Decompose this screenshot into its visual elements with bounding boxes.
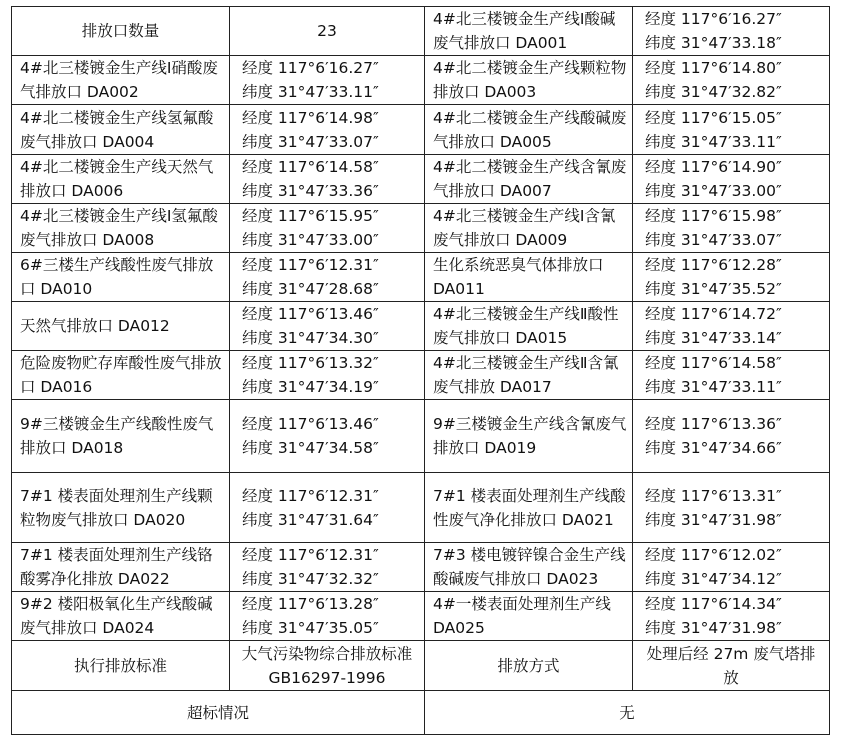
- outlet-row: [12, 155, 830, 204]
- outlet-latitude: 纬度 31°47′34.66″: [645, 439, 782, 457]
- outlet-coords: [633, 302, 830, 351]
- outlet-longitude: 经度 117°6′13.28″: [242, 595, 379, 613]
- outlet-count-label: 排放口数量: [12, 7, 230, 56]
- outlet-latitude: 纬度 31°47′31.64″: [242, 510, 379, 529]
- outlet-name: 4#北二楼镀金生产线氢氟酸废气排放口 DA004: [12, 105, 230, 155]
- outlet-longitude: 经度 117°6′14.58″: [645, 354, 782, 372]
- outlet-coords: [230, 204, 425, 253]
- exceed-label: 超标情况: [12, 691, 425, 735]
- outlet-name: 9#三楼镀金生产线含氰废气排放口 DA019: [425, 400, 633, 473]
- outlet-latitude: 纬度 31°47′31.98″: [645, 510, 782, 529]
- outlet-name: 4#北三楼镀金生产线Ⅰ氢氟酸废气排放口 DA008: [12, 204, 230, 253]
- outlet-row: [12, 351, 830, 400]
- standard-row: [12, 641, 830, 691]
- outlet-row: [12, 253, 830, 302]
- outlet-coords: [230, 592, 425, 641]
- outlet-latitude: 纬度 31°47′33.18″: [645, 34, 782, 52]
- outlet-row: [12, 473, 830, 543]
- outlet-longitude: 经度 117°6′13.32″: [242, 354, 379, 372]
- outlet-latitude: 纬度 31°47′32.32″: [242, 570, 379, 588]
- outlet-latitude: 纬度 31°47′35.52″: [645, 280, 782, 298]
- standard-label: 执行排放标准: [12, 641, 230, 691]
- outlet-longitude: 经度 117°6′13.36″: [645, 415, 782, 433]
- outlet-coords: [230, 105, 425, 155]
- outlet-latitude: 纬度 31°47′28.68″: [242, 280, 379, 298]
- outlet-row: [12, 302, 830, 351]
- outlet-latitude: 纬度 31°47′33.00″: [242, 231, 379, 249]
- outlet-latitude: 纬度 31°47′35.05″: [242, 619, 379, 637]
- outlet-name: 7#3 楼电镀锌镍合金生产线酸碱废气排放口 DA023: [425, 543, 633, 592]
- outlet-coords: [230, 473, 425, 543]
- outlet-name: 4#北三楼镀金生产线Ⅰ酸碱废气排放口 DA001: [425, 7, 633, 56]
- outlet-coords: [230, 351, 425, 400]
- outlet-longitude: 经度 117°6′14.98″: [242, 108, 379, 127]
- outlet-coords: [230, 302, 425, 351]
- outlet-row: [12, 204, 830, 253]
- outlet-coords: [633, 56, 830, 105]
- method-label: 排放方式: [425, 641, 633, 691]
- outlet-latitude: 纬度 31°47′33.11″: [645, 132, 782, 151]
- outlet-name: 天然气排放口 DA012: [12, 302, 230, 351]
- outlet-name: 7#1 楼表面处理剂生产线铬酸雾净化排放 DA022: [12, 543, 230, 592]
- outlet-coords: [633, 155, 830, 204]
- outlet-coords: [633, 351, 830, 400]
- exceed-value: 无: [425, 691, 830, 735]
- outlet-longitude: 经度 117°6′14.72″: [645, 305, 782, 323]
- outlet-longitude: 经度 117°6′12.31″: [242, 546, 379, 564]
- outlet-longitude: 经度 117°6′12.02″: [645, 546, 782, 564]
- outlet-longitude: 经度 117°6′14.80″: [645, 59, 782, 77]
- standard-value: 大气污染物综合排放标准 GB16297-1996: [230, 641, 425, 691]
- outlet-longitude: 经度 117°6′12.31″: [242, 486, 379, 505]
- outlet-latitude: 纬度 31°47′33.11″: [242, 83, 379, 101]
- outlet-latitude: 纬度 31°47′33.14″: [645, 329, 782, 347]
- outlet-coords: [230, 400, 425, 473]
- outlet-row: [12, 105, 830, 155]
- outlet-name: 生化系统恶臭气体排放口 DA011: [425, 253, 633, 302]
- outlet-latitude: 纬度 31°47′31.98″: [645, 619, 782, 637]
- outlet-coords: [633, 204, 830, 253]
- outlet-name: 4#北三楼镀金生产线Ⅰ含氰废气排放口 DA009: [425, 204, 633, 253]
- outlet-row: [12, 543, 830, 592]
- outlet-longitude: 经度 117°6′12.31″: [242, 256, 379, 274]
- outlet-longitude: 经度 117°6′14.58″: [242, 158, 379, 176]
- outlet-longitude: 经度 117°6′15.05″: [645, 108, 782, 127]
- outlet-coords: [633, 543, 830, 592]
- outlet-longitude: 经度 117°6′13.31″: [645, 486, 782, 505]
- outlet-latitude: 纬度 31°47′33.07″: [242, 132, 379, 151]
- outlet-name: 4#北三楼镀金生产线Ⅱ酸性废气排放口 DA015: [425, 302, 633, 351]
- outlet-name: 危险废物贮存库酸性废气排放口 DA016: [12, 351, 230, 400]
- count-row: [12, 7, 830, 56]
- outlet-name: 9#三楼镀金生产线酸性废气排放口 DA018: [12, 400, 230, 473]
- outlet-latitude: 纬度 31°47′33.11″: [645, 378, 782, 396]
- outlet-longitude: 经度 117°6′15.95″: [242, 207, 379, 225]
- outlet-longitude: 经度 117°6′12.28″: [645, 256, 782, 274]
- outlet-coords: [633, 105, 830, 155]
- outlet-row: [12, 56, 830, 105]
- outlet-name: 4#北二楼镀金生产线酸碱废气排放口 DA005: [425, 105, 633, 155]
- outlet-longitude: 经度 117°6′14.34″: [645, 595, 782, 613]
- outlet-coords: [230, 253, 425, 302]
- outlet-longitude: 经度 117°6′15.98″: [645, 207, 782, 225]
- outlet-name: 4#北二楼镀金生产线颗粒物排放口 DA003: [425, 56, 633, 105]
- outlet-name: 4#一楼表面处理剂生产线 DA025: [425, 592, 633, 641]
- outlet-count-value: 23: [230, 7, 425, 56]
- outlet-coords: [633, 592, 830, 641]
- exceed-row: [12, 691, 830, 735]
- outlet-coords: [230, 543, 425, 592]
- outlet-latitude: 纬度 31°47′34.30″: [242, 329, 379, 347]
- outlet-coords: [633, 7, 830, 56]
- outlet-row: [12, 592, 830, 641]
- outlet-latitude: 纬度 31°47′33.36″: [242, 182, 379, 200]
- outlet-longitude: 经度 117°6′13.46″: [242, 415, 379, 433]
- outlet-name: 9#2 楼阳极氧化生产线酸碱废气排放口 DA024: [12, 592, 230, 641]
- outlet-latitude: 纬度 31°47′34.58″: [242, 439, 379, 457]
- outlet-name: 7#1 楼表面处理剂生产线颗粒物废气排放口 DA020: [12, 473, 230, 543]
- outlet-row: [12, 400, 830, 473]
- outlet-latitude: 纬度 31°47′33.07″: [645, 231, 782, 249]
- outlet-coords: [230, 155, 425, 204]
- outlet-longitude: 经度 117°6′16.27″: [645, 10, 782, 28]
- outlet-latitude: 纬度 31°47′34.19″: [242, 378, 379, 396]
- method-value: 处理后经 27m 废气塔排放: [633, 641, 830, 691]
- outlet-longitude: 经度 117°6′16.27″: [242, 59, 379, 77]
- emission-outlet-table: [11, 6, 830, 735]
- outlet-latitude: 纬度 31°47′33.00″: [645, 182, 782, 200]
- outlet-name: 4#北三楼镀金生产线Ⅰ硝酸废气排放口 DA002: [12, 56, 230, 105]
- outlet-longitude: 经度 117°6′14.90″: [645, 158, 782, 176]
- outlet-name: 4#北二楼镀金生产线含氰废气排放口 DA007: [425, 155, 633, 204]
- outlet-latitude: 纬度 31°47′34.12″: [645, 570, 782, 588]
- outlet-name: 4#北二楼镀金生产线天然气排放口 DA006: [12, 155, 230, 204]
- outlet-name: 4#北三楼镀金生产线Ⅱ含氰废气排放 DA017: [425, 351, 633, 400]
- outlet-latitude: 纬度 31°47′32.82″: [645, 83, 782, 101]
- outlet-coords: [633, 473, 830, 543]
- outlet-name: 6#三楼生产线酸性废气排放口 DA010: [12, 253, 230, 302]
- outlet-name: 7#1 楼表面处理剂生产线酸性废气净化排放口 DA021: [425, 473, 633, 543]
- outlet-longitude: 经度 117°6′13.46″: [242, 305, 379, 323]
- outlet-coords: [633, 253, 830, 302]
- outlet-coords: [230, 56, 425, 105]
- outlet-coords: [633, 400, 830, 473]
